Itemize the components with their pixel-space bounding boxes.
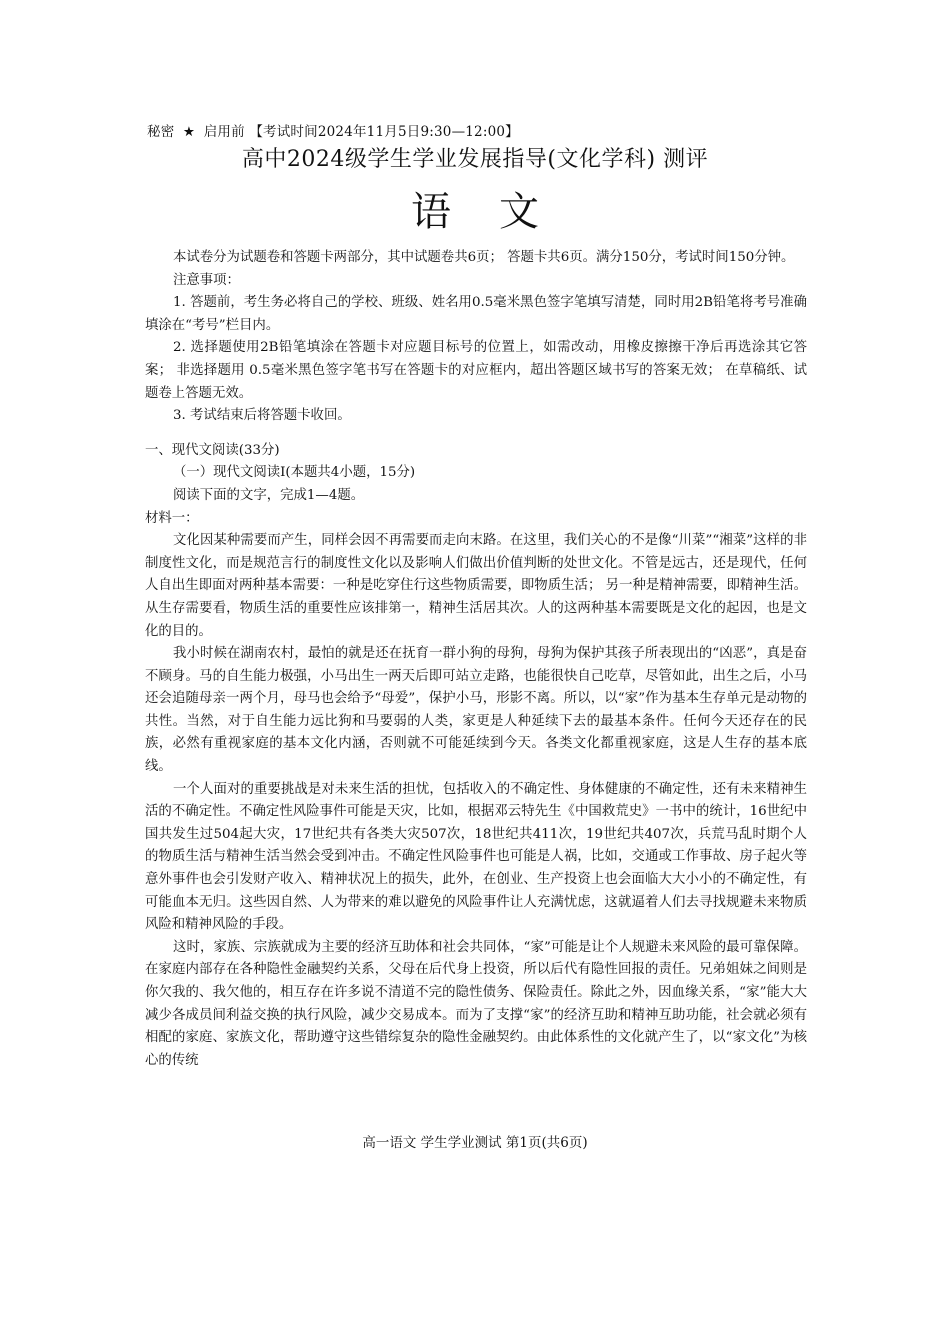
notice-heading: 注意事项： (173, 272, 240, 288)
secret-label: 秘密 (147, 124, 175, 140)
confidential-header (147, 120, 519, 140)
material-label: 材料一： (145, 510, 199, 526)
exam-description: 本试卷分为试题卷和答题卡两部分，其中试题卷共6页； 答题卡共6页。满分150分，考试时间150分钟。 (173, 250, 795, 265)
section-heading: 一、现代文阅读(33分) (145, 442, 280, 458)
exam-time: 【考试时间2024年11月5日9:30—12:00】 (249, 124, 519, 140)
material-paragraph: 我小时候在湖南农村，最怕的就是还在抚育一群小狗的母狗，母狗为保护其孩子所表现出的“凶恶”，真是奋不顾身。马的自生能力极强，小马出生一两天后即可站立走路，也能很快自己吃草，尽管如此，出生之后，小马还会追随母亲一两个月，母马也会给予“母爱”，保护小马，形影不离。所以，以“家”作为基本生存单元是动物的共性。当然，对于自生能力远比狗和马要弱的人类，家更是人种延续下去的最基本条件。任何今天还存在的民族，必然有重视家庭的基本文化内涵，否则就不可能延续到今天。各类文化都重视家庭，这是人生存的基本底线。 (145, 646, 807, 775)
before-use-label: 启用前 (203, 124, 245, 140)
page-footer: 高一语文 学生学业测试 第1页(共6页) (362, 1135, 588, 1151)
notice-item: 2. 选择题使用2B铅笔填涂在答题卡对应题目标号的位置上，如需改动，用橡皮擦擦干净后再选涂其它答案； 非选择题用 0.5毫米黑色签字笔书写在答题卡的对应框内，超出答题区域书写的答案无效； 在草稿纸、试题卷上答题无效。 (145, 340, 807, 401)
material-paragraph: 文化因某种需要而产生，同样会因不再需要而走向末路。在这里，我们关心的不是像“川菜”“湘菜”这样的非制度性文化，而是规范言行的制度性文化以及影响人们做出价值判断的处世文化。不管是远古，还是现代，任何人自出生即面对两种基本需要：一种是吃穿住行这些物质需要，即物质生活； 另一种是精神需要，即精神生活。从生存需要看，物质生活的重要性应该排第一，精神生活居其次。人的这两种基本需要既是文化的起因，也是文化的目的。 (145, 533, 807, 639)
section-gap (145, 428, 807, 440)
sub-section-heading: （一）现代文阅读Ⅰ(本题共4小题，15分) (173, 465, 416, 481)
notice-item: 3. 考试结束后将答题卡收回。 (173, 408, 351, 424)
exam-title: 高中2024级学生学业发展指导(文化学科) 测评 (241, 147, 709, 172)
reading-instruction: 阅读下面的文字，完成1—4题。 (173, 487, 365, 503)
exam-body (145, 247, 807, 1072)
notice-item: 1. 答题前，考生务必将自己的学校、班级、姓名用0.5毫米黑色签字笔填写清楚，同时用2B铅笔将考号准确填涂在“考号”栏目内。 (145, 295, 807, 333)
subject-title: 语文 (411, 189, 587, 235)
star-icon: ★ (182, 124, 196, 140)
material-paragraph: 这时，家族、宗族就成为主要的经济互助体和社会共同体，“家”可能是让个人规避未来风险的最可靠保障。在家庭内部存在各种隐性金融契约关系，父母在后代身上投资，所以后代有隐性回报的责任。兄弟姐妹之间则是你欠我的、我欠他的，相互存在许多说不清道不完的隐性债务、保险责任。除此之外，因血缘关系，“家”能大大减少各成员间利益交换的执行风险，减少交易成本。而为了支撑“家”的经济互助和精神互助功能，社会就必须有相配的家庭、家族文化，帮助遵守这些错综复杂的隐性金融契约。由此体系性的文化就产生了，以“家文化”为核心的传统 (145, 939, 807, 1068)
material-paragraph: 一个人面对的重要挑战是对未来生活的担忧，包括收入的不确定性、身体健康的不确定性，还有未来精神生活的不确定性。不确定性风险事件可能是天灾，比如，根据邓云特先生《中国救荒史》一书中的统计，16世纪中国共发生过504起大灾，17世纪共有各类大灾507次，18世纪共411次，19世纪共407次，兵荒马乱时期个人的物质生活与精神生活当然会受到冲击。不确定性风险事件也可能是人祸，比如，交通或工作事故、房子起火等意外事件也会引发财产收入、精神状况上的损失，此外，在创业、生产投资上也会面临大大小小的不确定性，有可能血本无归。这些因自然、人为带来的难以避免的风险事件让人充满忧虑，这就逼着人们去寻找规避未来物质风险和精神风险的手段。 (145, 781, 807, 933)
